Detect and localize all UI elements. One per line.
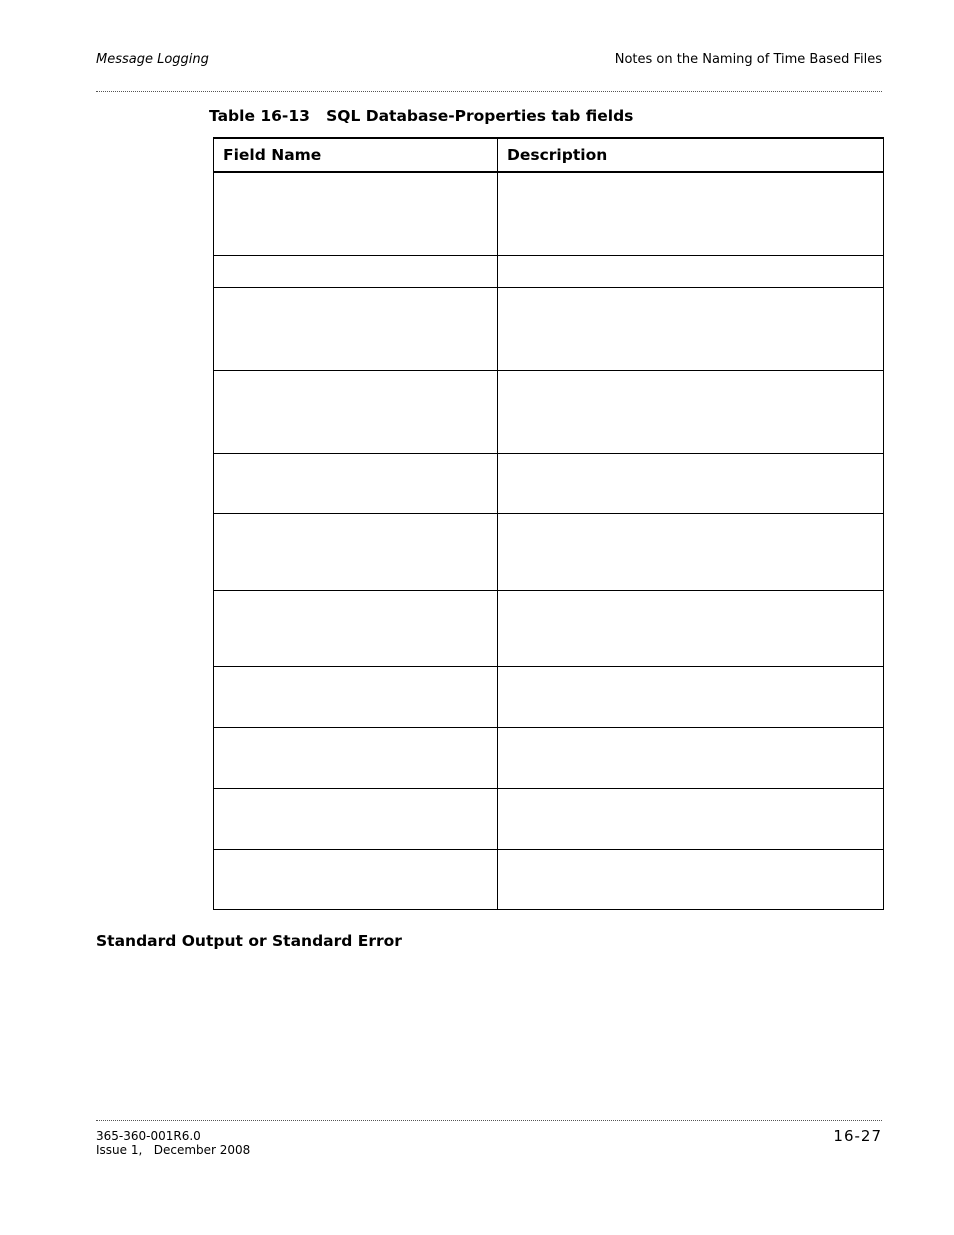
running-header-section: Notes on the Naming of Time Based Files xyxy=(614,52,882,67)
section-heading: Standard Output or Standard Error xyxy=(96,932,402,950)
field-name-cell xyxy=(214,172,498,255)
field-name-cell xyxy=(214,453,498,513)
description-cell xyxy=(498,453,884,513)
description-cell xyxy=(498,666,884,727)
header-divider xyxy=(96,91,882,92)
description-cell xyxy=(498,788,884,849)
table-row xyxy=(214,453,884,513)
field-name-cell xyxy=(214,666,498,727)
table-caption: Table 16-13 SQL Database-Properties tab fields xyxy=(209,107,634,125)
footer-issue: Issue 1, December 2008 xyxy=(96,1143,251,1157)
description-cell xyxy=(498,370,884,453)
fields-table xyxy=(213,137,884,910)
field-name-cell xyxy=(214,727,498,788)
table-header-row xyxy=(214,138,884,172)
description-cell xyxy=(498,513,884,590)
field-name-cell xyxy=(214,255,498,287)
footer-doc-number: 365-360-001R6.0 xyxy=(96,1129,201,1143)
table-row xyxy=(214,370,884,453)
description-cell xyxy=(498,287,884,370)
field-name-cell xyxy=(214,513,498,590)
column-header-field-name: Field Name xyxy=(214,138,498,172)
table-row xyxy=(214,788,884,849)
footer-doc-info xyxy=(96,1129,250,1157)
running-header-chapter: Message Logging xyxy=(96,52,209,67)
table-row xyxy=(214,172,884,255)
column-header-description: Description xyxy=(498,138,884,172)
table-row xyxy=(214,590,884,666)
field-name-cell xyxy=(214,370,498,453)
description-cell xyxy=(498,172,884,255)
table-row xyxy=(214,849,884,909)
description-cell xyxy=(498,590,884,666)
footer-divider xyxy=(96,1120,882,1121)
field-name-cell xyxy=(214,590,498,666)
description-cell xyxy=(498,727,884,788)
table-row xyxy=(214,287,884,370)
description-cell xyxy=(498,255,884,287)
table-row xyxy=(214,255,884,287)
field-name-cell xyxy=(214,849,498,909)
table-row xyxy=(214,513,884,590)
field-name-cell xyxy=(214,287,498,370)
page-number: 16-27 xyxy=(833,1127,882,1145)
table-row xyxy=(214,727,884,788)
field-name-cell xyxy=(214,788,498,849)
table-row xyxy=(214,666,884,727)
description-cell xyxy=(498,849,884,909)
